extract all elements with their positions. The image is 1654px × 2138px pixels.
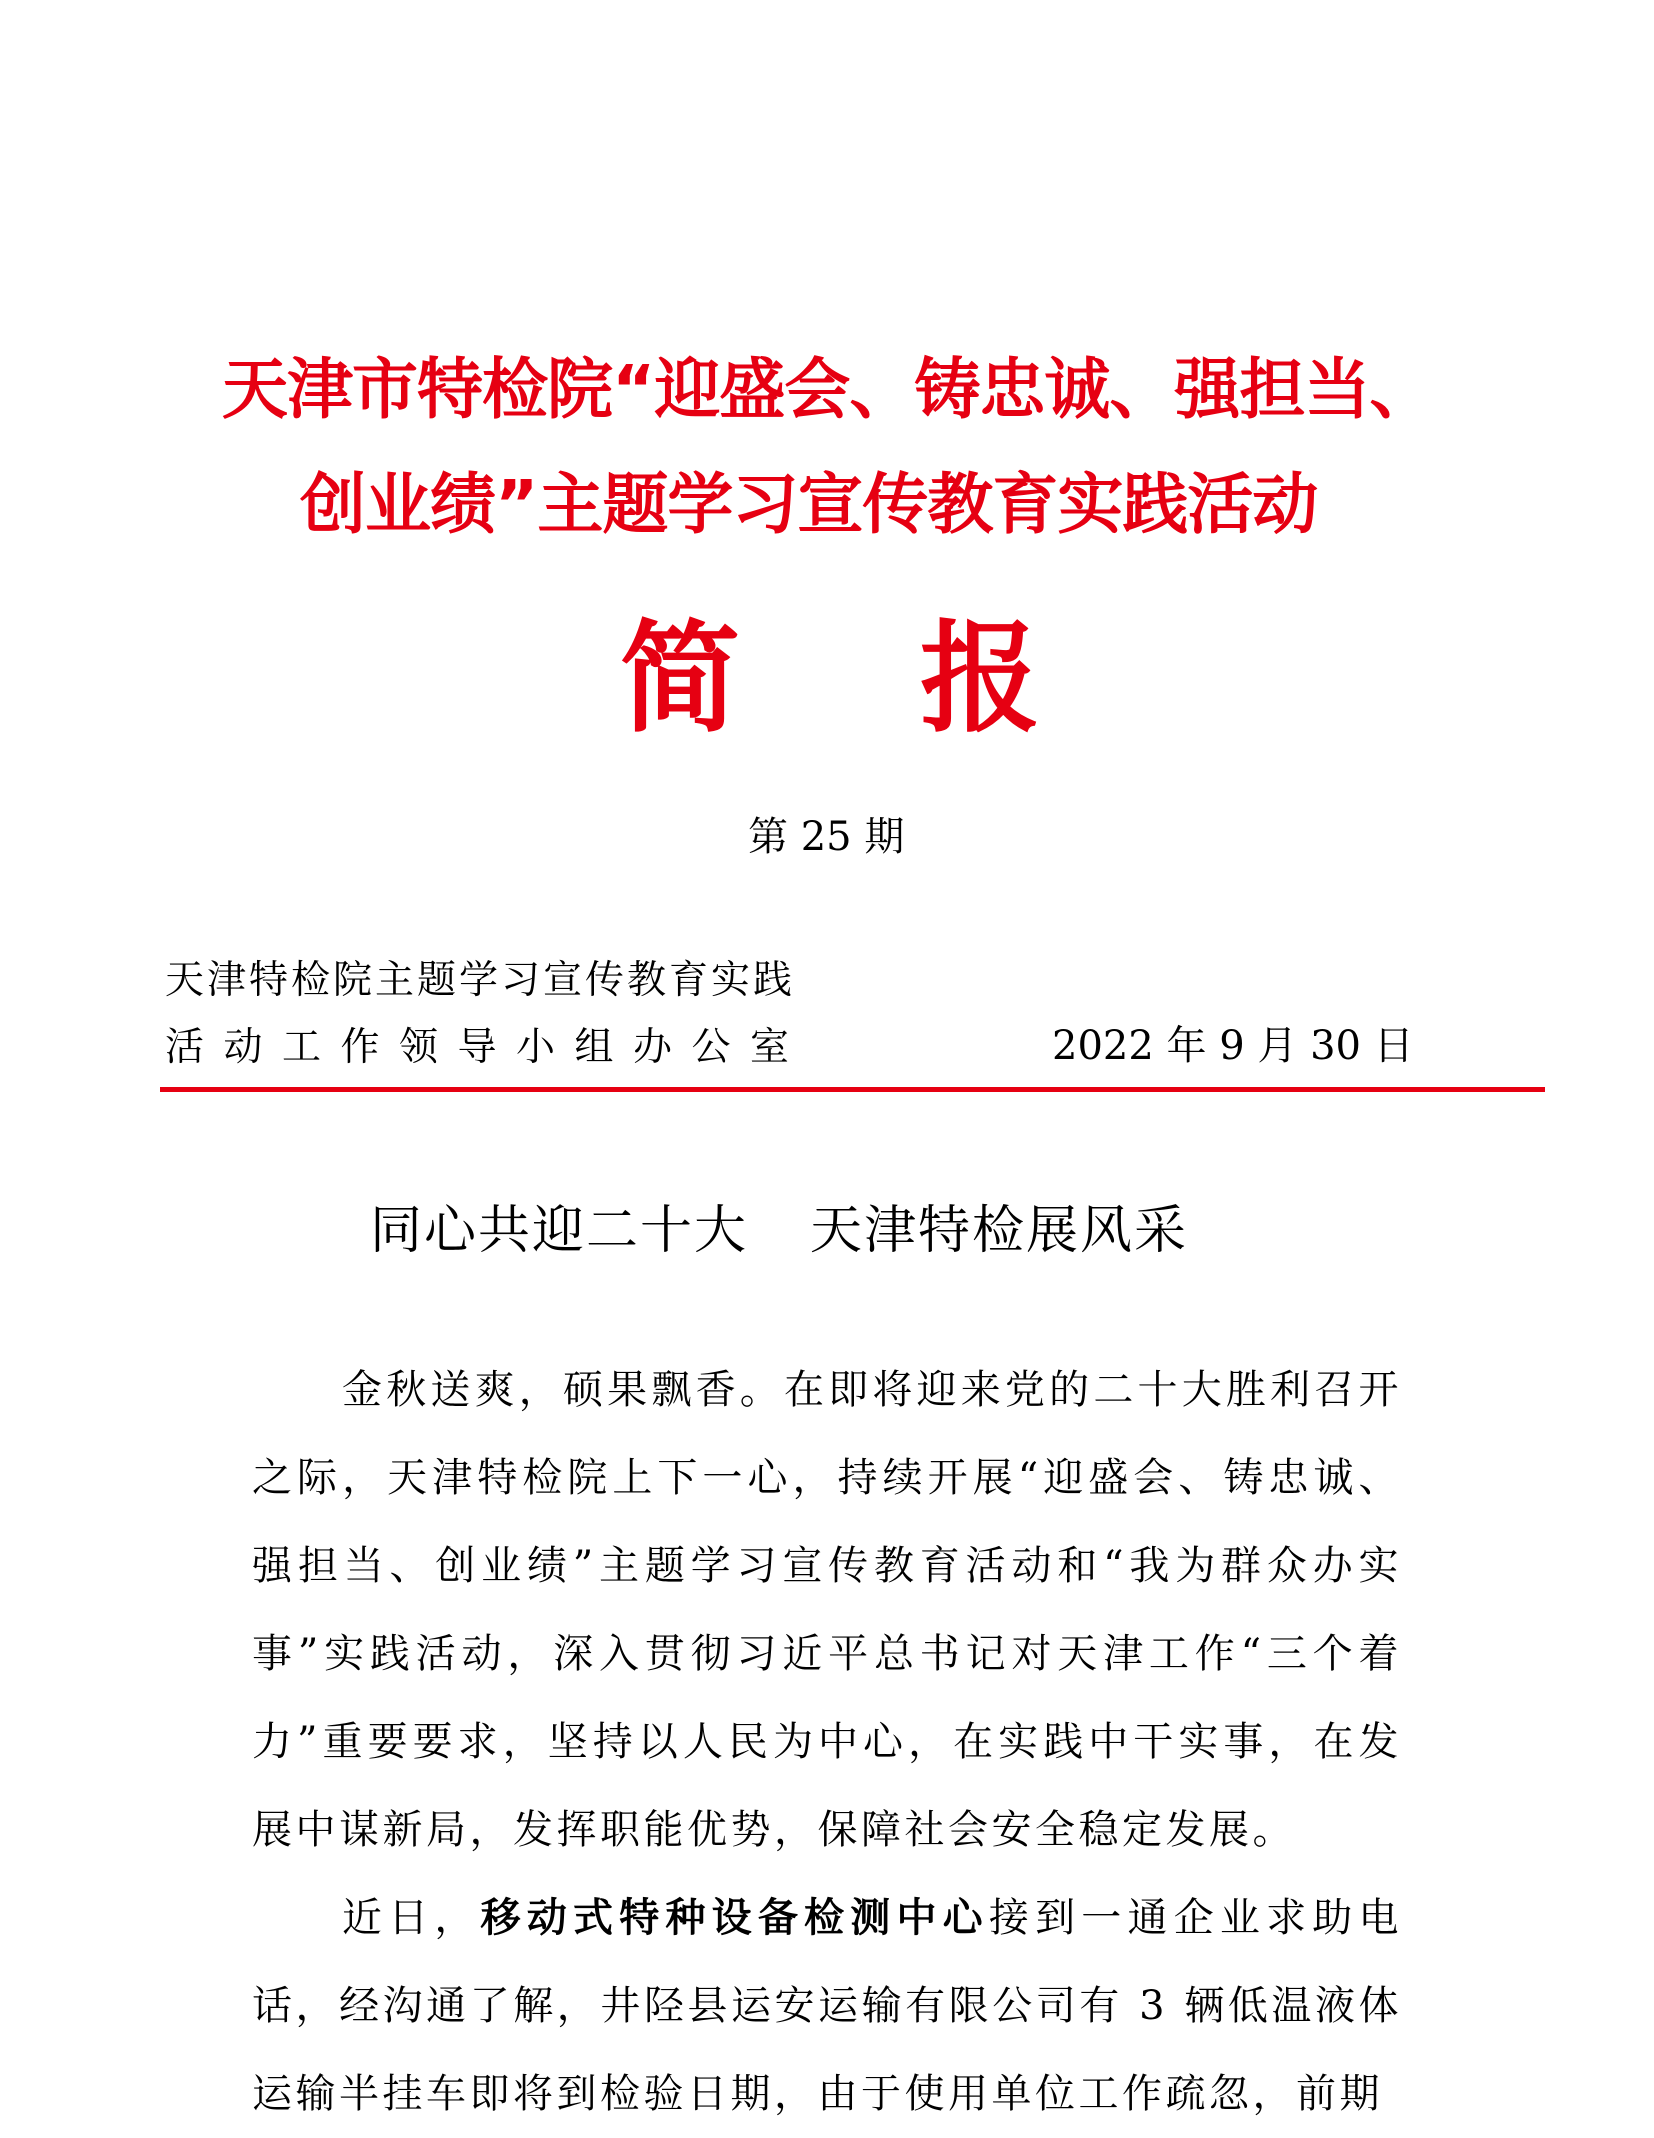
bulletin-heading <box>620 610 1040 749</box>
bulletin-title-line-1: 天津市特检院“迎盛会、铸忠诚、强担当、 <box>222 351 1435 428</box>
bulletin-title-line-2: 创业绩”主题学习宣传教育实践活动 <box>300 466 1318 543</box>
article-paragraph-2 <box>252 1874 1402 2138</box>
article-paragraph-2-rest: 接到一通企业求助电话，经沟通了解，井陉县运安运输有限公司有 3 辆低温液体运输半挂车即将到检验日期，由于使用单位工作疏忽，前期 <box>252 1895 1403 2117</box>
article-headline-part-2: 天津特检展风采 <box>810 1201 1189 1261</box>
article-paragraph-2-highlight: 移动式特种设备检测中心 <box>480 1894 989 1941</box>
publisher-org-line-1: 天津特检院主题学习宣传教育实践 <box>165 958 796 1003</box>
article-paragraph-1: 金秋送爽，硕果飘香。在即将迎来党的二十大胜利召开之际，天津特检院上下一心，持续开展“迎盛会、铸忠诚、强担当、创业绩”主题学习宣传教育活动和“我为群众办实事”实践活动，深入贯彻习近平总书记对天津工作“三个着力”重要要求，坚持以人民为中心，在实践中干实事，在发展中谋新局，发挥职能优势，保障社会安全稳定发展。 <box>252 1367 1402 1853</box>
bulletin-heading-char-1: 简 <box>620 610 740 749</box>
article-headline-part-1: 同心共迎二十大 <box>370 1201 749 1261</box>
issue-number: 第 25 期 <box>748 814 905 860</box>
red-divider-rule <box>160 1087 1545 1092</box>
publish-date: 2022 年 9 月 30 日 <box>1052 1023 1414 1069</box>
article-paragraph-2-prefix: 近日， <box>342 1895 481 1941</box>
bulletin-heading-char-2: 报 <box>920 610 1040 749</box>
article-headline <box>370 1196 1188 1266</box>
publisher-org-line-2: 活动工作领导小组办公室 <box>165 1025 809 1070</box>
